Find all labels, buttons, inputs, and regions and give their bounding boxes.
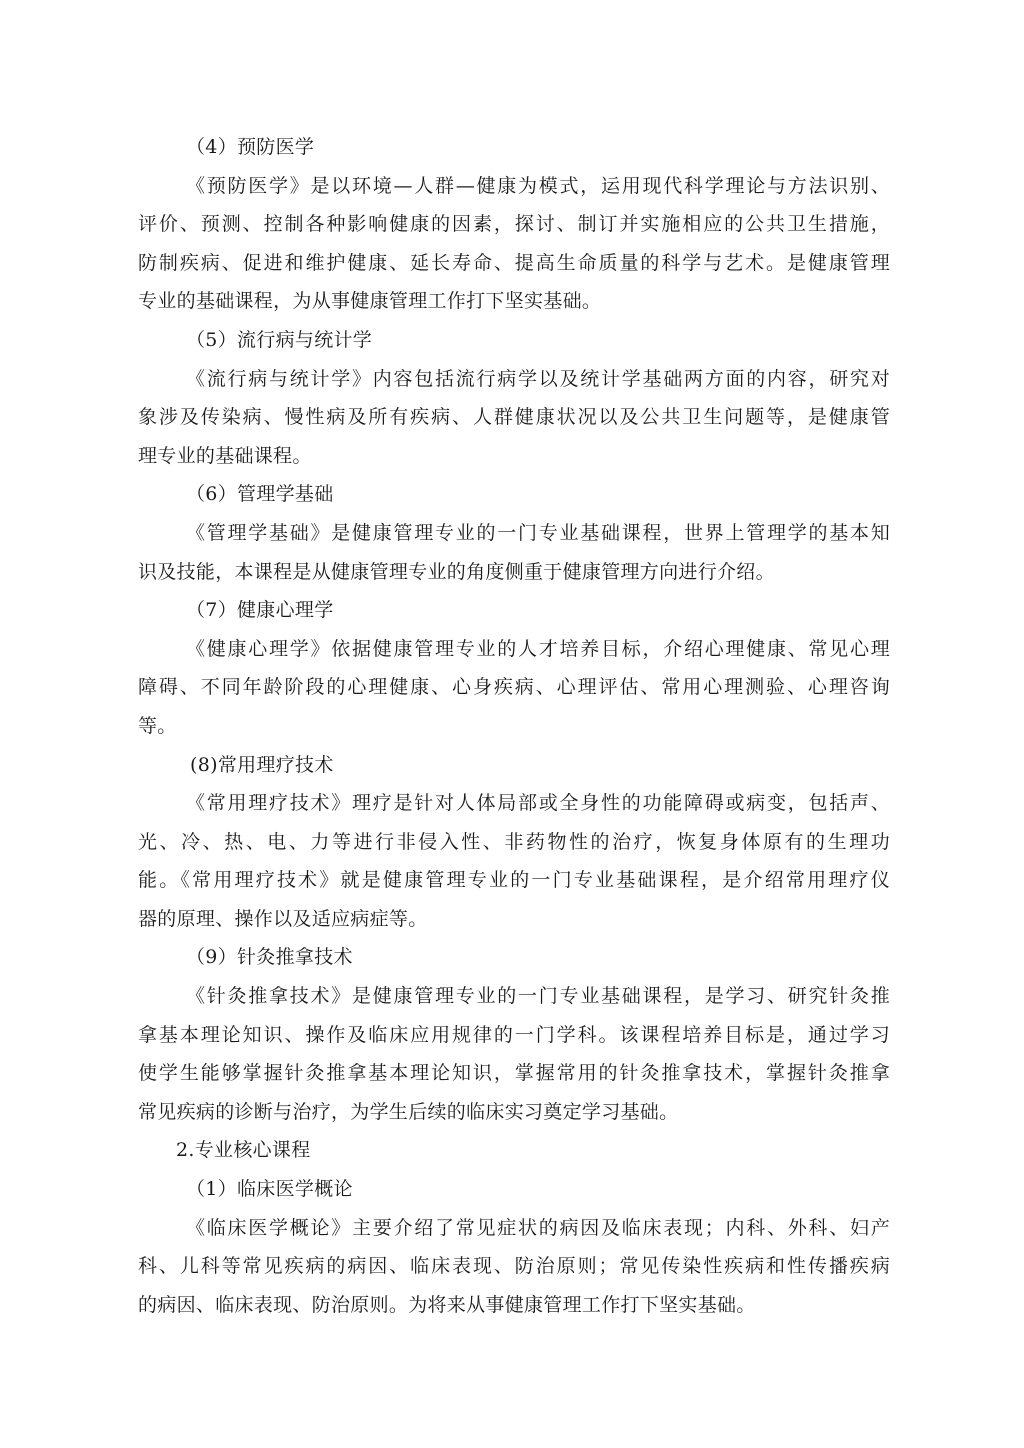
paragraph-line: 《常用理疗技术》理疗是针对人体局部或全身性的功能障碍或病变，包括声、 [186, 792, 890, 815]
paragraph-line: 理专业的基础课程。 [138, 444, 312, 467]
paragraph-line: 等。 [138, 714, 177, 737]
paragraph-line: 《健康心理学》依据健康管理专业的人才培养目标，介绍心理健康、常见心理 [186, 637, 890, 660]
paragraph-line: 的病因、临床表现、防治原则。为将来从事健康管理工作打下坚实基础。 [138, 1293, 756, 1316]
paragraph-line: 器的原理、操作以及适应病症等。 [138, 907, 428, 930]
paragraph-line: 常见疾病的诊断与治疗，为学生后续的临床实习奠定学习基础。 [138, 1100, 679, 1123]
paragraph-line: 《针灸推拿技术》是健康管理专业的一门专业基础课程，是学习、研究针灸推 [186, 985, 890, 1008]
paragraph-line: 能。《常用理疗技术》就是健康管理专业的一门专业基础课程，是介绍常用理疗仪 [138, 869, 890, 892]
section-heading: （5）流行病与统计学 [186, 328, 373, 351]
paragraph-line: 专业的基础课程，为从事健康管理工作打下坚实基础。 [138, 290, 602, 313]
paragraph-line: 《流行病与统计学》内容包括流行病学以及统计学基础两方面的内容，研究对 [186, 367, 890, 390]
paragraph-line: 评价、预测、控制各种影响健康的因素，探讨、制订并实施相应的公共卫生措施， [138, 213, 890, 236]
paragraph-line: 《管理学基础》是健康管理专业的一门专业基础课程，世界上管理学的基本知 [186, 521, 890, 544]
section-heading: （7）健康心理学 [186, 599, 334, 622]
section-heading: （1）临床医学概论 [186, 1178, 353, 1201]
paragraph-line: 障碍、不同年龄阶段的心理健康、心身疾病、心理评估、常用心理测验、心理咨询 [138, 676, 890, 699]
paragraph-line: 《预防医学》是以环境—人群—健康为模式，运用现代科学理论与方法识别、 [186, 174, 890, 197]
paragraph-line: 防制疾病、促进和维护健康、延长寿命、提高生命质量的科学与艺术。是健康管理 [138, 251, 890, 274]
paragraph-line: 使学生能够掌握针灸推拿基本理论知识，掌握常用的针灸推拿技术，掌握针灸推拿 [138, 1062, 890, 1085]
paragraph-line: 科、儿科等常见疾病的病因、临床表现、防治原则；常见传染性疾病和性传播疾病 [138, 1255, 890, 1278]
section-heading: 2.专业核心课程 [176, 1139, 311, 1162]
section-heading: (8)常用理疗技术 [190, 753, 334, 776]
paragraph-line: 《临床医学概论》主要介绍了常见症状的病因及临床表现；内科、外科、妇产 [186, 1216, 890, 1239]
paragraph-line: 识及技能，本课程是从健康管理专业的角度侧重于健康管理方向进行介绍。 [138, 560, 775, 583]
section-heading: （4）预防医学 [186, 136, 315, 158]
section-heading: （9）针灸推拿技术 [186, 946, 353, 969]
document-body [138, 128, 890, 1324]
paragraph-line: 光、冷、热、电、力等进行非侵入性、非药物性的治疗，恢复身体原有的生理功 [138, 830, 890, 853]
section-heading: （6）管理学基础 [186, 483, 334, 506]
paragraph-line: 象涉及传染病、慢性病及所有疾病、人群健康状况以及公共卫生问题等，是健康管 [138, 406, 890, 429]
paragraph-line: 拿基本理论知识、操作及临床应用规律的一门学科。该课程培养目标是，通过学习 [138, 1023, 890, 1046]
